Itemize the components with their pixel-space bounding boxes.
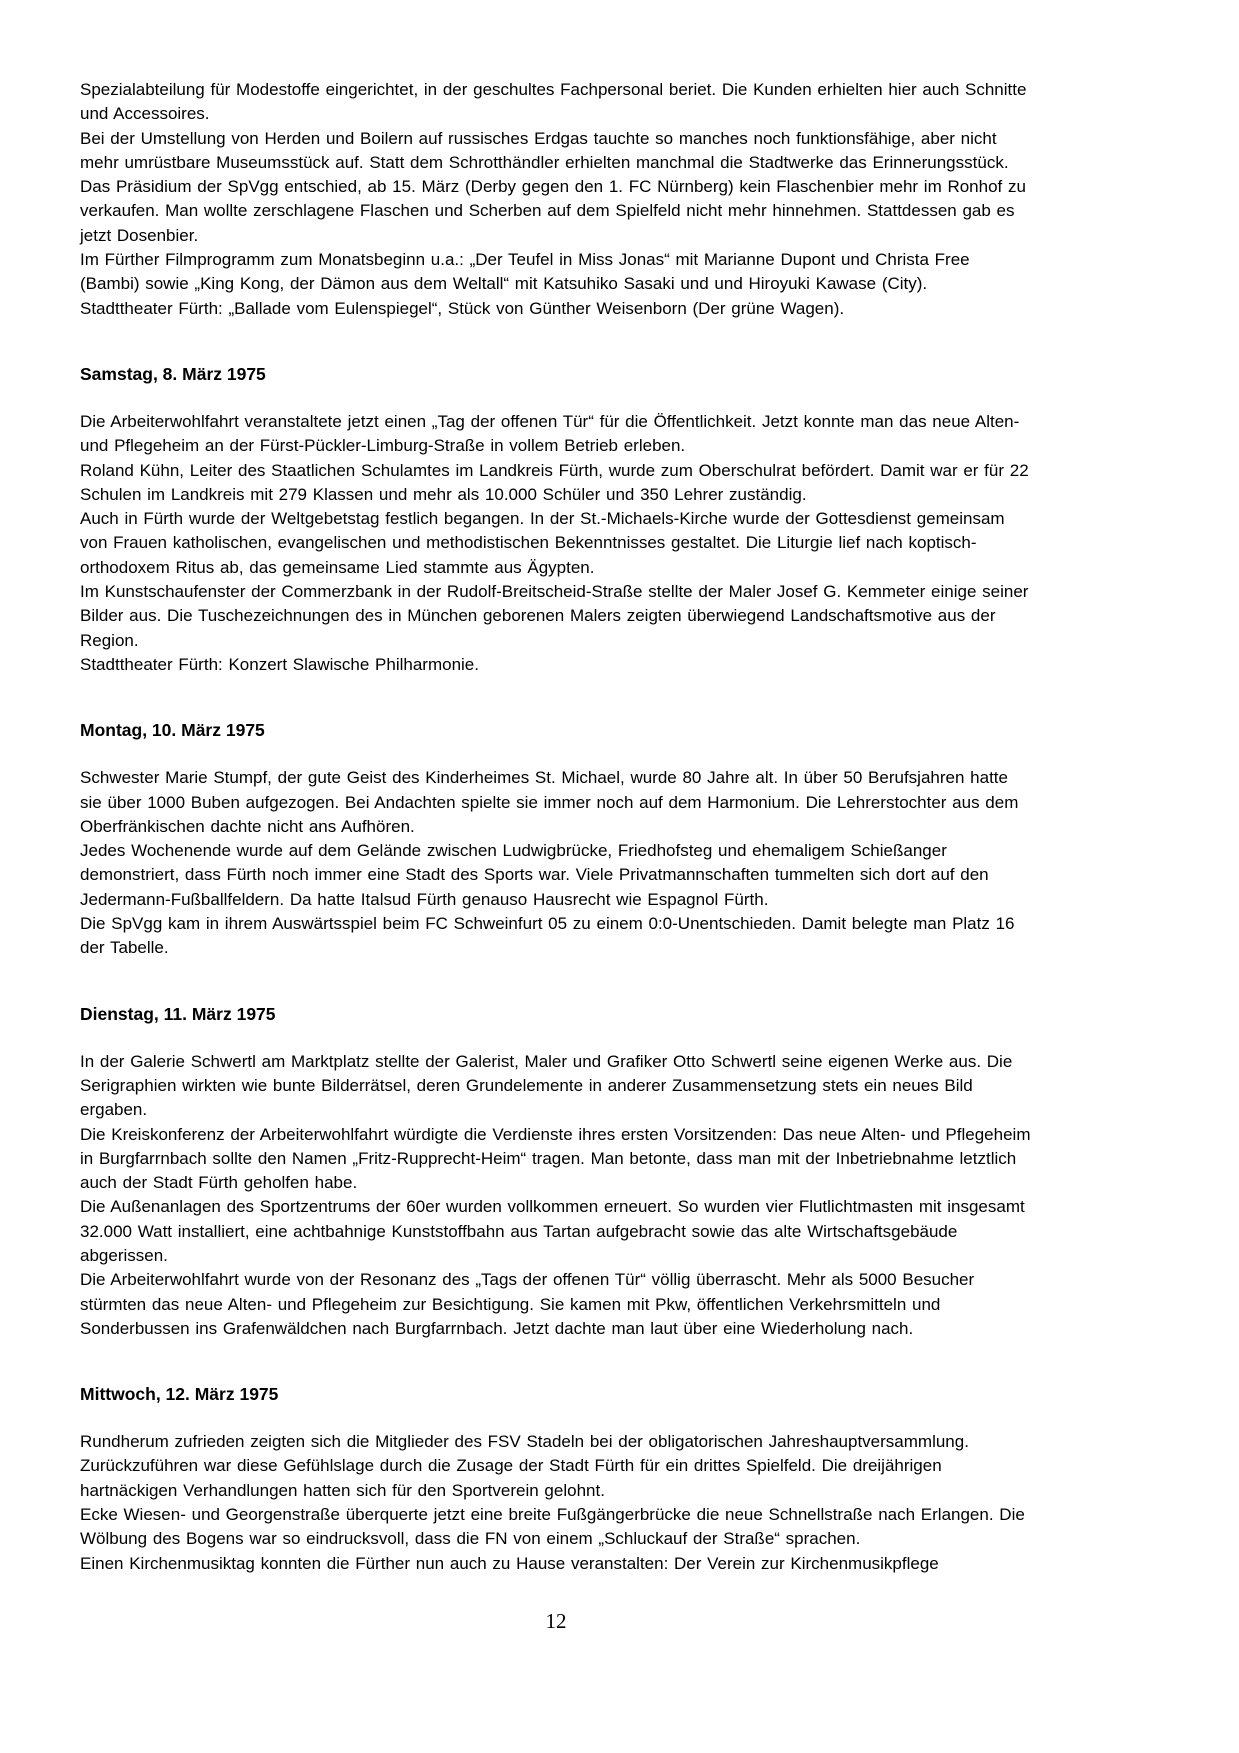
paragraph: Einen Kirchenmusiktag konnten die Fürther nun auch zu Hause veranstalten: Der Verein zur Kirchenmusikpflege: [80, 1553, 939, 1573]
paragraph: Ecke Wiesen- und Georgenstraße überquerte jetzt eine breite Fußgängerbrücke die neue Schnellstraße nach Erlangen. Die Wölbung des Bogens war so eindrucksvoll, dass die FN von einem „Schluckauf der Straße“ sprachen.: [80, 1505, 1025, 1549]
paragraph: Die Außenanlagen des Sportzentrums der 60er wurden vollkommen erneuert. So wurden vier Flutlichtmasten mit insgesamt 32.000 Watt installiert, eine achtbahnige Kunststoffbahn aus Tartan aufgebracht sowie das alte Wirtschaftsgebäude abgerissen.: [80, 1197, 1025, 1265]
paragraph: Die Kreiskonferenz der Arbeiterwohlfahrt würdigte die Verdienste ihres ersten Vorsitzenden: Das neue Alten- und Pflegeheim in Burgfarrnbach sollte den Namen „Fritz-Rupprecht-Heim“ tragen. Man betonte, dass man mit der Inbetriebnahme letztlich auch der Stadt Fürth geholfen habe.: [80, 1124, 1031, 1193]
intro-block: [80, 78, 1032, 321]
paragraph: Roland Kühn, Leiter des Staatlichen Schulamtes im Landkreis Fürth, wurde zum Oberschulrat befördert. Damit war er für 22 Schulen im Landkreis mit 279 Klassen und mehr als 10.000 Schüler und 350 Lehrer zuständig.: [80, 460, 1029, 504]
section-montag-10-maerz: [80, 718, 1032, 960]
paragraph: Rundherum zufrieden zeigten sich die Mitglieder des FSV Stadeln bei der obligatorischen Jahreshauptversammlung. Zurückzuführen war diese Gefühlslage durch die Zusage der Stadt Fürth für ein drittes Spielfeld. Die dreijährigen hartnäckigen Verhandlungen hatten sich für den Sportverein gelohnt.: [80, 1432, 969, 1500]
paragraph: Stadttheater Fürth: Konzert Slawische Philharmonie.: [80, 654, 479, 674]
paragraph: Bei der Umstellung von Herden und Boilern auf russisches Erdgas tauchte so manches noch funktionsfähige, aber nicht mehr umrüstbare Museumsstück auf. Statt dem Schrotthändler erhielten manchmal die Stadtwerke das Erinnerungsstück.: [80, 128, 1009, 172]
paragraph: Die SpVgg kam in ihrem Auswärtsspiel beim FC Schweinfurt 05 zu einem 0:0-Unentschieden. Damit belegte man Platz 16 der Tabelle.: [80, 914, 1015, 958]
section-samstag-8-maerz: [80, 362, 1032, 677]
paragraph: Jedes Wochenende wurde auf dem Gelände zwischen Ludwigbrücke, Friedhofsteg und ehemaligem Schießanger demonstriert, dass Fürth noch immer eine Stadt des Sports war. Viele Privatmannschaften tummelten sich dort auf den Jedermann-Fußballfeldern. Da hatte Italsud Fürth genauso Hausrecht wie Espagnol Fürth.: [80, 841, 989, 909]
paragraph: Im Kunstschaufenster der Commerzbank in der Rudolf-Breitscheid-Straße stellte der Maler Josef G. Kemmeter einige seiner Bilder aus. Die Tuschezeichnungen des in München geborenen Malers zeigten überwiegend Landschaftsmotive aus der Region.: [80, 582, 1029, 650]
paragraph: In der Galerie Schwertl am Marktplatz stellte der Galerist, Maler und Grafiker Otto Schwertl seine eigenen Werke aus. Die Serigraphien wirkten wie bunte Bilderrätsel, deren Grundelemente in anderer Zusammensetzung stets ein neues Bild ergaben.: [80, 1051, 1013, 1120]
paragraph: Schwester Marie Stumpf, der gute Geist des Kinderheimes St. Michael, wurde 80 Jahre alt. In über 50 Berufsjahren hatte sie über 1000 Buben aufgezogen. Bei Andachten spielte sie immer noch auf dem Harmonium. Die Lehrerstochter aus dem Oberfränkischen dachte nicht ans Aufhören.: [80, 768, 1019, 836]
paragraph: Die Arbeiterwohlfahrt veranstaltete jetzt einen „Tag der offenen Tür“ für die Öffentlichkeit. Jetzt konnte man das neue Alten- und Pflegeheim an der Fürst-Pückler-Limburg-Straße in vollem Betrieb erleben.: [80, 411, 1020, 456]
paragraph: Stadttheater Fürth: „Ballade vom Eulenspiegel“, Stück von Günther Weisenborn (Der grüne Wagen).: [80, 298, 845, 318]
paragraph: Die Arbeiterwohlfahrt wurde von der Resonanz des „Tags der offenen Tür“ völlig überrascht. Mehr als 5000 Besucher stürmten das neue Alten- und Pflegeheim zur Besichtigung. Sie kamen mit Pkw, öffentlichen Verkehrsmitteln und Sonderbussen ins Grafenwäldchen nach Burgfarrnbach. Jetzt dachte man laut über eine Wiederholung nach.: [80, 1270, 975, 1338]
paragraph: Im Fürther Filmprogramm zum Monatsbeginn u.a.: „Der Teufel in Miss Jonas“ mit Marianne Dupont und Christa Free (Bambi) sowie „King Kong, der Dämon aus dem Weltall“ mit Katsuhiko Sasaki und und Hiroyuki Kawase (City).: [80, 250, 970, 294]
section-heading: Dienstag, 11. März 1975: [80, 1003, 276, 1024]
paragraph: Auch in Fürth wurde der Weltgebetstag festlich begangen. In der St.-Michaels-Kirche wurde der Gottesdienst gemeinsam von Frauen katholischen, evangelischen und methodistischen Bekenntnisses gestaltet. Die Liturgie lief nach koptisch-orthodoxem Ritus ab, das gemeinsame Lied stammte aus Ägypten.: [80, 509, 1005, 577]
paragraph: Das Präsidium der SpVgg entschied, ab 15. März (Derby gegen den 1. FC Nürnberg) kein Flaschenbier mehr im Ronhof zu verkaufen. Man wollte zerschlagene Flaschen und Scherben auf dem Spielfeld nicht mehr hinnehmen. Stattdessen gab es jetzt Dosenbier.: [80, 177, 1026, 245]
section-mittwoch-12-maerz: [80, 1382, 1032, 1576]
section-dienstag-11-maerz: [80, 1002, 1032, 1342]
paragraph: Spezialabteilung für Modestoffe eingerichtet, in der geschultes Fachpersonal beriet. Die Kunden erhielten hier auch Schnitte und Accessoires.: [80, 80, 1027, 124]
section-heading: Mittwoch, 12. März 1975: [80, 1384, 279, 1405]
section-heading: Montag, 10. März 1975: [80, 720, 265, 741]
page-number: 12: [545, 1608, 567, 1633]
section-heading: Samstag, 8. März 1975: [80, 363, 266, 384]
